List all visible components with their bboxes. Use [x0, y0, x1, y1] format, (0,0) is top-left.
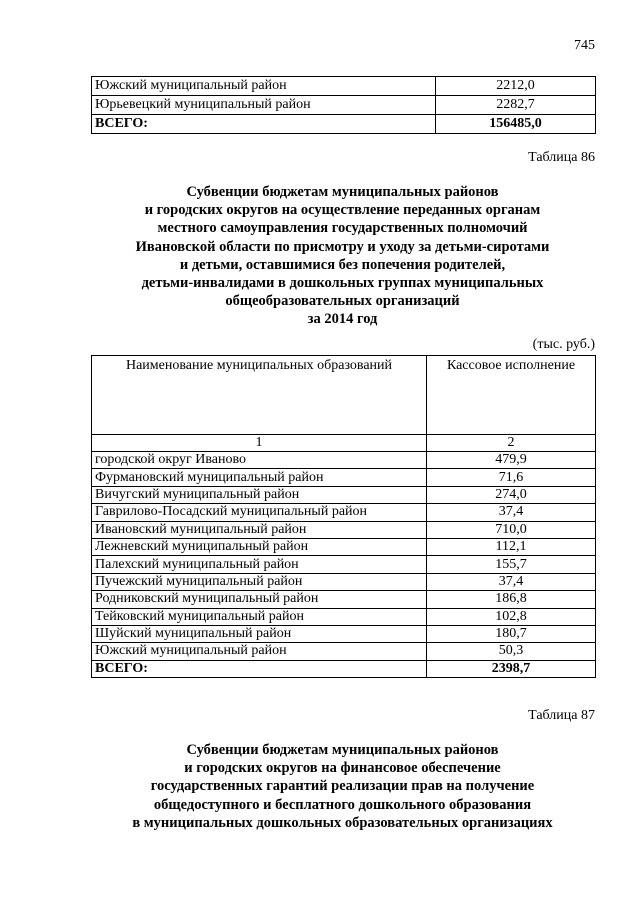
unit-note: (тыс. руб.) [532, 337, 595, 352]
row-value: 479,9 [427, 452, 596, 469]
column-number: 1 [92, 435, 427, 452]
column-number: 2 [427, 435, 596, 452]
table-87-title [60, 741, 625, 832]
total-label: ВСЕГО: [92, 115, 436, 134]
table-row [92, 521, 596, 538]
row-name: Южский муниципальный район [92, 77, 436, 96]
table-row [92, 625, 596, 642]
table-row [92, 452, 596, 469]
total-row [92, 115, 596, 134]
table-row [92, 504, 596, 521]
row-value: 71,6 [427, 469, 596, 486]
table-87-label: Таблица 87 [528, 708, 595, 723]
row-name: Гаврилово-Посадский муниципальный район [92, 504, 427, 521]
table-86-label: Таблица 86 [528, 150, 595, 165]
title-line: и городских округов на осуществление переданных органам [144, 202, 541, 219]
column-number-row [92, 435, 596, 452]
row-name: Тейковский муниципальный район [92, 608, 427, 625]
table-row [92, 538, 596, 555]
total-value: 156485,0 [436, 115, 596, 134]
row-name: Юрьевецкий муниципальный район [92, 96, 436, 115]
table-86 [91, 355, 596, 678]
title-line: Субвенции бюджетам муниципальных районов [186, 184, 499, 200]
page-number: 745 [574, 38, 595, 53]
row-value: 37,4 [427, 504, 596, 521]
total-label: ВСЕГО: [92, 660, 427, 677]
table-row [92, 77, 596, 96]
total-row [92, 660, 596, 677]
row-name: Пучежский муниципальный район [92, 573, 427, 590]
table-continuation [91, 76, 596, 134]
title-line: общедоступного и бесплатного дошкольного образования [153, 796, 532, 813]
title-line: общеобразовательных организаций [225, 293, 460, 310]
row-value: 180,7 [427, 625, 596, 642]
title-line: государственных гарантий реализации прав на получение [150, 778, 535, 795]
row-name: Шуйский муниципальный район [92, 625, 427, 642]
row-value: 274,0 [427, 486, 596, 503]
table-row [92, 469, 596, 486]
header-row [92, 356, 596, 435]
table-row [92, 486, 596, 503]
table-row [92, 608, 596, 625]
row-value: 186,8 [427, 591, 596, 608]
table-row [92, 96, 596, 115]
row-value: 710,0 [427, 521, 596, 538]
row-name: Родниковский муниципальный район [92, 591, 427, 608]
title-line: детьми-инвалидами в дошкольных группах муниципальных [141, 275, 544, 292]
row-value: 2282,7 [436, 96, 596, 115]
row-value: 102,8 [427, 608, 596, 625]
table-row [92, 573, 596, 590]
row-value: 2212,0 [436, 77, 596, 96]
row-name: Лежневский муниципальный район [92, 538, 427, 555]
row-name: Фурмановский муниципальный район [92, 469, 427, 486]
title-line: и городских округов на финансовое обеспечение [184, 760, 501, 777]
title-line: и детьми, оставшимися без попечения родителей, [179, 256, 506, 273]
title-line: местного самоуправления государственных полномочий [157, 220, 528, 237]
row-name: Ивановский муниципальный район [92, 521, 427, 538]
title-line: Субвенции бюджетам муниципальных районов [186, 742, 499, 758]
title-line: за 2014 год [307, 311, 378, 328]
table-row [92, 556, 596, 573]
table-86-title [60, 183, 625, 329]
total-value: 2398,7 [427, 660, 596, 677]
row-name: Вичугский муниципальный район [92, 486, 427, 503]
column-header-value: Кассовое исполнение [427, 356, 596, 435]
row-name: городской округ Иваново [92, 452, 427, 469]
title-line: в муниципальных дошкольных образовательных организациях [132, 814, 553, 831]
row-name: Палехский муниципальный район [92, 556, 427, 573]
row-value: 50,3 [427, 643, 596, 660]
column-header-name: Наименование муниципальных образований [92, 356, 427, 435]
table-row [92, 643, 596, 660]
row-value: 37,4 [427, 573, 596, 590]
row-value: 155,7 [427, 556, 596, 573]
title-line: Ивановской области по присмотру и уходу за детьми-сиротами [135, 238, 550, 255]
table-row [92, 591, 596, 608]
row-value: 112,1 [427, 538, 596, 555]
row-name: Южский муниципальный район [92, 643, 427, 660]
